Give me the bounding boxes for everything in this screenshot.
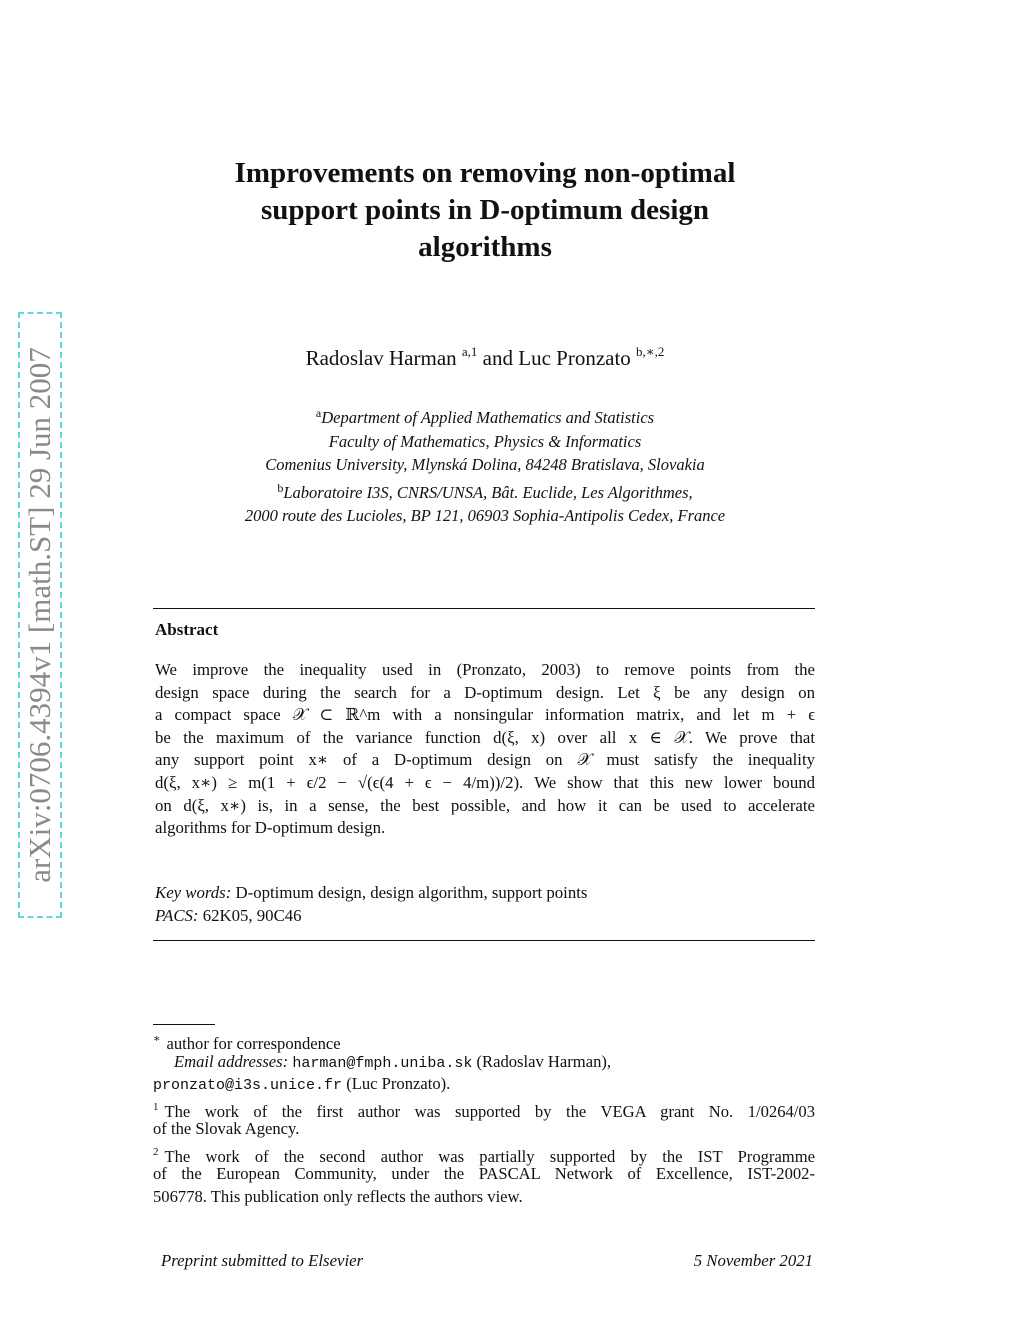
abstract-bottom-rule — [153, 940, 815, 941]
footnote-2-line-2: of the European Community, under the PASCAL Network of Excellence, IST-2002- — [153, 1164, 815, 1183]
footnote-2-text: The work of the second author was partially supported by the IST Programme — [164, 1146, 815, 1166]
affiliation-b-line-2: 2000 route des Lucioles, BP 121, 06903 Sophia-Antipolis Cedex, France — [244, 506, 726, 525]
abstract-line: any support point x∗ of a D-optimum design on 𝒳 must satisfy the inequality — [155, 750, 815, 770]
abstract-line: a compact space 𝒳 ⊂ ℝ^m with a nonsingular information matrix, and let m + ϵ — [155, 705, 815, 725]
abstract-top-rule — [153, 608, 815, 609]
pacs-line — [155, 905, 587, 928]
author-2-name: Luc Pronzato — [518, 346, 631, 370]
abstract-line: We improve the inequality used in (Pronzato, 2003) to remove points from the — [155, 660, 815, 679]
footnote-1-marker: 1 — [153, 1100, 159, 1113]
abstract-line: d(ξ, x∗) ≥ m(1 + ϵ/2 − √(ϵ(4 + ϵ − 4/m))/2). We show that this new lower bound — [155, 772, 815, 792]
affiliations — [150, 402, 820, 528]
footnote-star-marker: ∗ — [153, 1033, 161, 1045]
footnote-2-line-3: 506778. This publication only reflects the authors view. — [153, 1186, 523, 1206]
author-list — [150, 344, 820, 371]
abstract-body — [155, 659, 815, 840]
email-link-harman[interactable]: harman@fmph.uniba.sk — [292, 1054, 473, 1072]
keywords-label: Key words: — [155, 883, 232, 902]
author-2-sup: b,∗,2 — [636, 344, 665, 359]
pacs-value: 62K05, 90C46 — [202, 905, 302, 925]
abstract-heading: Abstract — [155, 620, 219, 639]
affiliation-a-line-2: Faculty of Mathematics, Physics & Informatics — [328, 431, 642, 451]
footnotes — [153, 1028, 815, 1208]
footnote-2-line-1 — [153, 1141, 815, 1164]
footnote-1-text: The work of the first author was supported by the VEGA grant No. 1/0264/03 — [164, 1101, 815, 1121]
pacs-label: PACS: — [155, 905, 199, 925]
abstract-line: be the maximum of the variance function d(ξ, x) over all x ∈ 𝒳. We prove that — [155, 727, 815, 747]
affiliation-a-line-3: Comenius University, Mlynská Dolina, 84248 Bratislava, Slovakia — [265, 455, 705, 474]
email-1-owner: (Radoslav Harman), — [476, 1051, 612, 1071]
email-2-owner: (Luc Pronzato). — [346, 1074, 451, 1093]
arxiv-stamp-text: arXiv:0706.4394v1 [math.ST] 29 Jun 2007 — [22, 347, 57, 883]
keywords-line — [155, 882, 587, 905]
footnote-rule — [153, 1024, 215, 1025]
footnote-star — [153, 1028, 815, 1051]
keywords-block — [155, 882, 587, 927]
abstract-line: algorithms for D-optimum design. — [155, 818, 386, 838]
abstract-line: design space during the search for a D-optimum design. Let ξ be any design on — [155, 682, 815, 702]
author-conjunction: and — [482, 346, 513, 370]
affiliation-b-marker: b — [277, 480, 284, 495]
paper-title — [160, 155, 810, 266]
footnote-email-line — [153, 1051, 815, 1074]
title-line-1: Improvements on removing non-optimal — [234, 157, 736, 189]
affiliation-b-line-1 — [150, 477, 820, 505]
affiliation-a-marker: a — [315, 406, 322, 420]
author-1-sup: a,1 — [461, 344, 478, 359]
footnote-email-line-2 — [153, 1073, 815, 1096]
affiliation-a-line-1 — [150, 402, 820, 430]
footer-date: 5 November 2021 — [693, 1251, 813, 1270]
email-link-pronzato[interactable]: pronzato@i3s.unice.fr — [153, 1077, 343, 1094]
arxiv-stamp — [18, 312, 62, 918]
affiliation-b-text-1: Laboratoire I3S, CNRS/UNSA, Bât. Euclide, Les Algorithmes, — [283, 482, 693, 502]
footnote-star-text: author for correspondence — [166, 1034, 341, 1053]
title-line-2: support points in D-optimum design — [261, 194, 709, 226]
footnote-2-marker: 2 — [153, 1145, 159, 1158]
footer-preprint: Preprint submitted to Elsevier — [161, 1251, 364, 1270]
title-line-3: algorithms — [418, 231, 552, 263]
author-1-name: Radoslav Harman — [305, 346, 457, 370]
keywords-value: D-optimum design, design algorithm, support points — [235, 883, 588, 902]
footnote-1-line-1 — [153, 1096, 815, 1119]
footnote-1-line-2: of the Slovak Agency. — [153, 1119, 300, 1138]
email-label: Email addresses: — [174, 1051, 289, 1071]
abstract-line: on d(ξ, x∗) is, in a sense, the best possible, and how it can be used to accelerate — [155, 795, 815, 815]
affiliation-a-text-1: Department of Applied Mathematics and Statistics — [321, 408, 655, 427]
